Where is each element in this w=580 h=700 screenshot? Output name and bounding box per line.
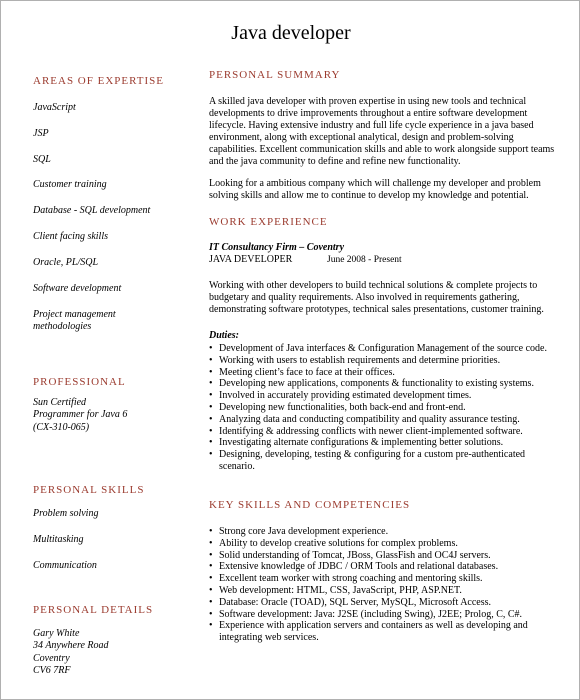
list-item: • Investigating alternate configurations & implementing better solutions. xyxy=(209,437,561,449)
certification-line: Programmer for Java 6 xyxy=(33,409,128,421)
personal-details-heading: PERSONAL DETAILS xyxy=(33,604,154,616)
details-line: 34 Anywhere Road xyxy=(33,640,109,652)
personal-skill-item: Multitasking xyxy=(33,534,84,545)
summary-paragraph: A skilled java developer with proven expertise in using new tools and technical developments to drive improvements throughout a entire software development lifecycle. Having extensive industry and full life cycle experience in a java based environment, along with exceptional analytical, design and problem-solving capabilities. Excellent communication skills and able to work alongside support teams and the java community to define and refine new functionality. xyxy=(209,96,555,167)
list-item: • Excellent team worker with strong coaching and mentoring skills. xyxy=(209,573,561,585)
details-line: Gary White xyxy=(33,628,80,639)
job-title-line xyxy=(209,254,561,266)
job-dates: June 2008 - Present xyxy=(327,255,402,265)
expertise-item: SQL xyxy=(33,154,51,165)
job-description: Working with other developers to build technical solutions & complete projects to budgetary and quality requirements. Also involved in requirements gathering, demonstrating software prototypes, technical sales presentations, customer training. xyxy=(209,280,544,315)
list-item: • Ability to develop creative solutions for complex problems. xyxy=(209,538,561,550)
certification-line: (CX-310-065) xyxy=(33,421,90,433)
duties-list xyxy=(209,343,561,473)
expertise-item: Project management methodologies xyxy=(33,309,116,332)
expertise-item: JSP xyxy=(33,128,49,139)
list-item: • Involved in accurately providing estimated development times. xyxy=(209,390,561,402)
list-item: • Development of Java interfaces & Configuration Management of the source code. xyxy=(209,343,561,355)
personal-summary-heading: PERSONAL SUMMARY xyxy=(209,69,341,81)
expertise-item: Client facing skills xyxy=(33,231,108,242)
list-item: • Developing new applications, components & functionality to existing systems. xyxy=(209,378,561,390)
personal-skills-heading: PERSONAL SKILLS xyxy=(33,484,145,496)
certification xyxy=(33,397,127,434)
details-line: Coventry xyxy=(33,652,70,664)
list-item: • Database: Oracle (TOAD), SQL Server, MySQL, Microsoft Access. xyxy=(209,597,561,609)
key-skills-heading: KEY SKILLS AND COMPETENCIES xyxy=(209,499,411,511)
professional-heading: PROFESSIONAL xyxy=(33,376,126,388)
personal-details xyxy=(33,628,109,678)
work-experience-heading: WORK EXPERIENCE xyxy=(209,216,328,228)
personal-skill-item: Problem solving xyxy=(33,508,99,519)
expertise-item: Software development xyxy=(33,283,122,294)
list-item: • Identifying & addressing conflicts with newer client-implemented software. xyxy=(209,426,561,438)
expertise-item: JavaScript xyxy=(33,102,76,113)
list-item: • Experience with application servers and containers as well as developing and integrating web services. xyxy=(209,620,561,644)
personal-skill-item: Communication xyxy=(33,560,97,571)
certification-line: Sun Certified xyxy=(33,397,87,408)
list-item: • Meeting client’s face to face at their offices. xyxy=(209,367,561,379)
list-item: • Solid understanding of Tomcat, JBoss, GlassFish and OC4J servers. xyxy=(209,550,561,562)
list-item: • Developing new functionalities, both back-end and front-end. xyxy=(209,402,561,414)
page-title: Java developer xyxy=(231,22,351,44)
expertise-item: Customer training xyxy=(33,179,107,190)
list-item: • Analyzing data and conducting compatibility and quality assurance testing. xyxy=(209,414,561,426)
expertise-item: Oracle, PL/SQL xyxy=(33,257,98,268)
company-name: IT Consultancy Firm – Coventry xyxy=(209,242,345,253)
list-item: • Strong core Java development experience. xyxy=(209,526,561,538)
duties-label: Duties: xyxy=(209,330,239,341)
list-item: • Extensive knowledge of JDBC / ORM Tools and relational databases. xyxy=(209,561,561,573)
details-line: CV6 7RF xyxy=(33,665,71,677)
summary-paragraph: Looking for a ambitious company which will challenge my developer and problem solving skills and allow me to continue to develop my knowledge and potential. xyxy=(209,178,541,201)
list-item: • Software development: Java: J2SE (including Swing), J2EE; Prolog, C, C#. xyxy=(209,609,561,621)
expertise-item: Database - SQL development xyxy=(33,205,151,216)
areas-of-expertise-heading: AREAS OF EXPERTISE xyxy=(33,75,165,87)
key-skills-list xyxy=(209,526,561,644)
job-title: JAVA DEVELOPER xyxy=(209,254,293,265)
list-item: • Designing, developing, testing & configuring for a custom pre-authenticated scenario. xyxy=(209,449,561,473)
list-item: • Working with users to establish requirements and determine priorities. xyxy=(209,355,561,367)
list-item: • Web development: HTML, CSS, JavaScript, PHP, ASP.NET. xyxy=(209,585,561,597)
